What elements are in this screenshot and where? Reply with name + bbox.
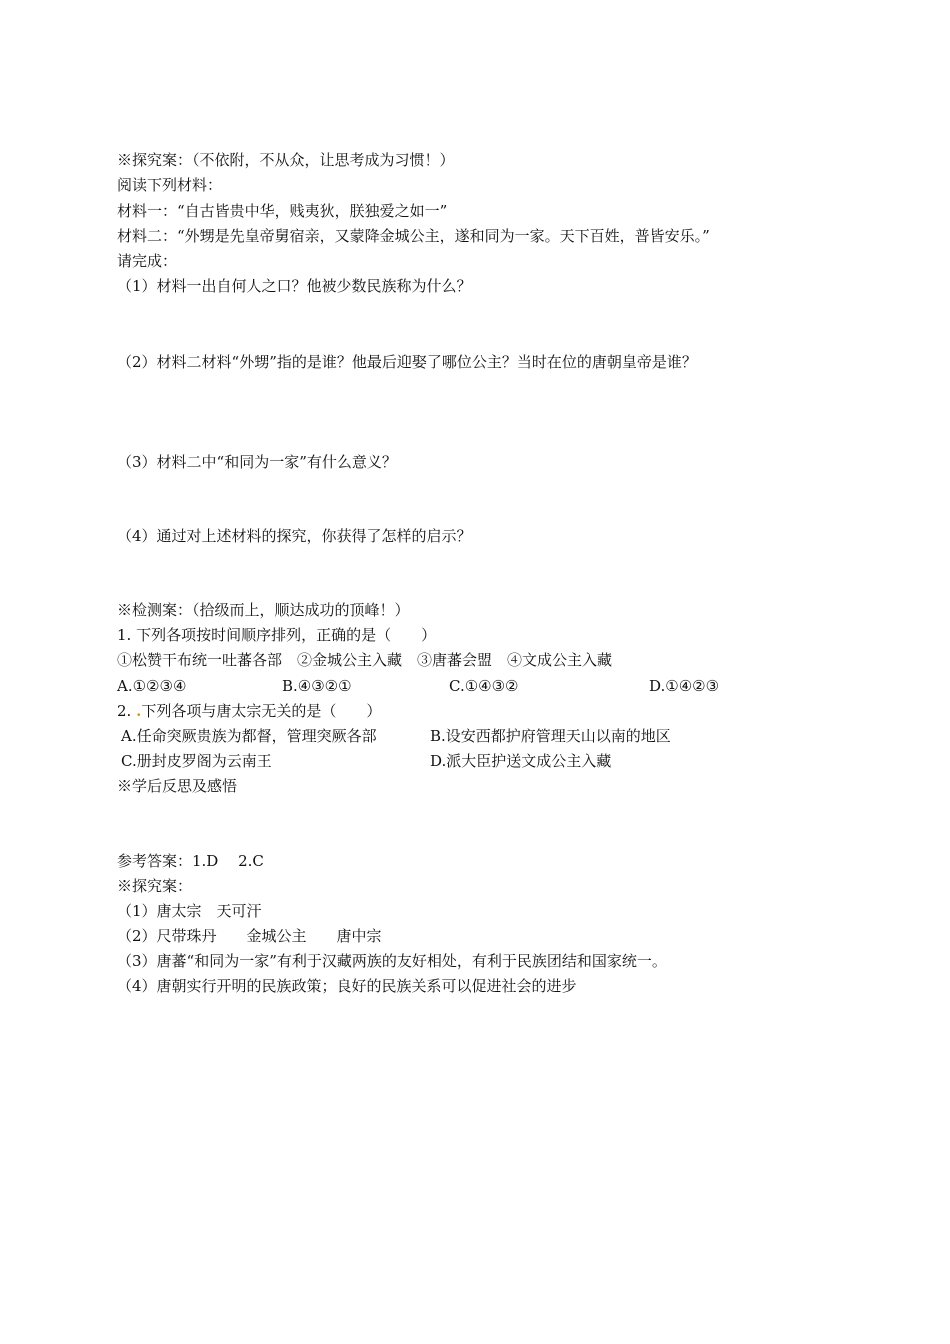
answer-4: （4）唐朝实行开明的民族政策；良好的民族关系可以促进社会的进步 [117,977,577,995]
test-question-1-stem: 1. 下列各项按时间顺序排列，正确的是（ ） [117,626,437,644]
explore-instruction: 请完成： [117,252,178,270]
q2-number: 2. [117,702,132,720]
q2-marker: . [136,702,142,720]
answers-explore-heading: ※探究案： [117,877,193,895]
q1-option-d: D.①④②③ [649,677,720,695]
reflection-heading: ※学后反思及感悟 [117,777,238,795]
material-two: 材料二：“外甥是先皇帝舅宿亲，又蒙降金城公主，遂和同为一家。天下百姓，普皆安乐。” [117,227,710,245]
q2-option-c: C.册封皮罗阁为云南王 [121,752,272,770]
test-heading: ※检测案：（拾级而上，顺达成功的顶峰！） [117,601,410,619]
q2-option-d: D.派大臣护送文成公主入藏 [430,752,612,770]
explore-question-3: （3）材料二中“和同为一家”有什么意义？ [117,453,397,471]
q2-text: 下列各项与唐太宗无关的是（ ） [141,702,382,720]
q1-option-a: A.①②③④ [117,677,187,695]
q1-option-c: C.①④③② [449,677,519,695]
test-question-2-stem [117,701,381,721]
q1-option-b: B.④③②① [282,677,352,695]
material-one: 材料一：“自古皆贵中华，贱夷狄，朕独爱之如一” [117,202,448,220]
explore-intro: 阅读下列材料： [117,176,223,194]
explore-question-4: （4）通过对上述材料的探究，你获得了怎样的启示？ [117,527,472,545]
answer-3: （3）唐蕃“和同为一家”有利于汉藏两族的友好相处，有利于民族团结和国家统一。 [117,952,667,970]
q2-option-a: A.任命突厥贵族为都督，管理突厥各部 [121,727,377,745]
answer-1: （1）唐太宗 天可汗 [117,902,262,920]
answer-2: （2）尺带珠丹 金城公主 唐中宗 [117,927,382,945]
explore-heading: ※探究案：（不依附，不从众，让思考成为习惯！） [117,151,455,169]
explore-question-1: （1）材料一出自何人之口？他被少数民族称为什么？ [117,277,472,295]
explore-question-2: （2）材料二材料“外甥”指的是谁？他最后迎娶了哪位公主？当时在位的唐朝皇帝是谁？ [117,353,697,371]
test-question-1-items: ①松赞干布统一吐蕃各部 ②金城公主入藏 ③唐蕃会盟 ④文成公主入藏 [117,651,613,669]
q2-option-b: B.设安西都护府管理天山以南的地区 [430,727,671,745]
answer-key: 参考答案：1.D 2.C [117,852,264,870]
